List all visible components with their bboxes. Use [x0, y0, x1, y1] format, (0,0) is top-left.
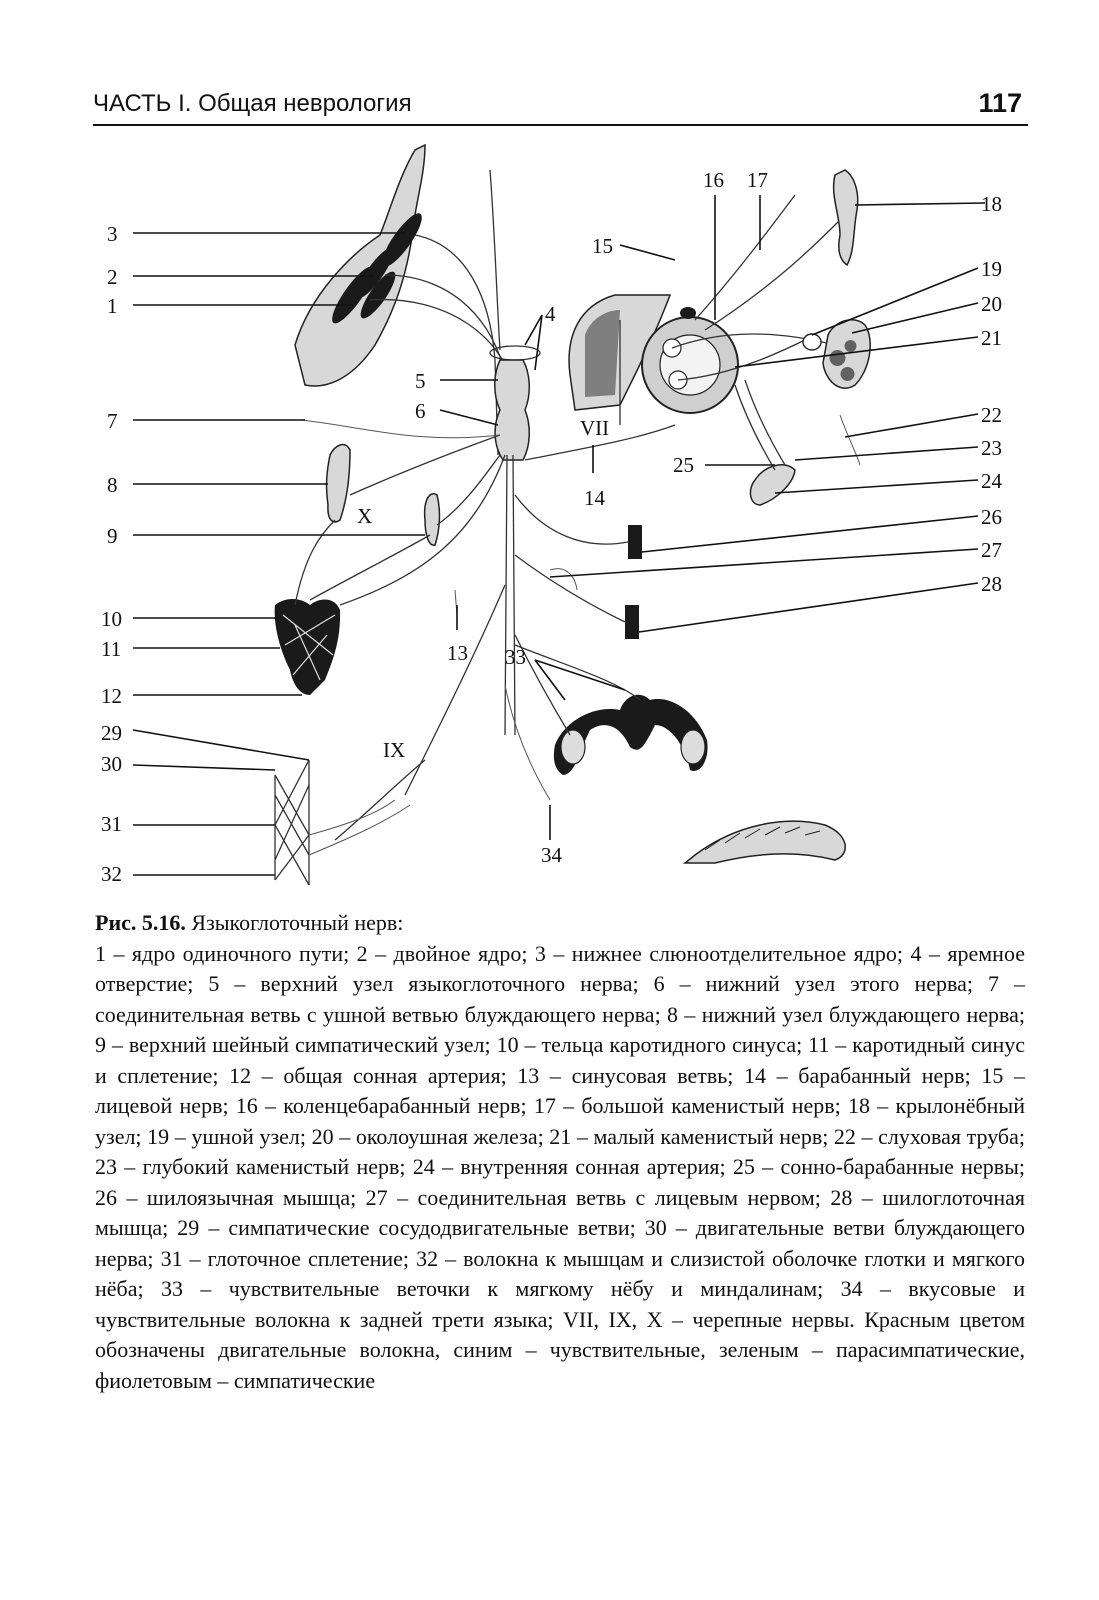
label-14: 14	[584, 486, 605, 510]
caption-title: Языкоглоточный нерв:	[185, 910, 404, 935]
label-20: 20	[981, 292, 1002, 316]
label-27: 27	[981, 538, 1002, 562]
label-6: 6	[415, 399, 426, 423]
label-31: 31	[101, 812, 122, 836]
label-ix: IX	[383, 738, 406, 762]
label-22: 22	[981, 403, 1002, 427]
figure-caption	[95, 908, 1025, 1396]
label-25: 25	[673, 453, 694, 477]
figure-glossopharyngeal-nerve	[95, 135, 1030, 905]
label-16: 16	[703, 168, 724, 192]
brainstem-drawing	[295, 145, 428, 386]
label-11: 11	[101, 637, 122, 661]
label-18: 18	[981, 192, 1002, 216]
label-24: 24	[981, 469, 1002, 493]
label-4: 4	[545, 302, 556, 326]
page-number: 117	[978, 88, 1022, 118]
label-28: 28	[981, 572, 1002, 596]
label-21: 21	[981, 326, 1002, 350]
label-12: 12	[101, 684, 122, 708]
leader-lines	[133, 195, 985, 875]
label-19: 19	[981, 257, 1002, 281]
caption-label: Рис. 5.16.	[95, 910, 186, 935]
label-15: 15	[592, 234, 613, 258]
label-8: 8	[107, 473, 118, 497]
label-33: 33	[505, 645, 526, 669]
label-26: 26	[981, 505, 1002, 529]
ganglia-drawing	[735, 170, 870, 505]
label-23: 23	[981, 436, 1002, 460]
label-2: 2	[107, 265, 118, 289]
label-10: 10	[101, 607, 122, 631]
running-title: ЧАСТЬ I. Общая неврология	[93, 90, 412, 117]
label-x: X	[357, 504, 373, 528]
middle-ear-drawing	[525, 195, 840, 460]
running-header	[93, 88, 1028, 126]
label-30: 30	[101, 752, 122, 776]
label-vii: VII	[580, 416, 610, 440]
caption-legend: 1 – ядро одиночного пути; 2 – двойное ядро; 3 – нижнее слюноотделительное ядро; 4 – яремное отверстие; 5 – верхний узел языкоглоточного нерва; 6 – нижний узел этого нерва; 7 – соединительная ветвь с ушной ветвью блуждающего нерва; 8 – нижний узел блуждающего нерва; 9 – верхний шейный симпатический узел; 10 – тельца каротидного синуса; 11 – каротидный синус и сплетение; 12 – общая сонная артерия; 13 – синусовая ветвь; 14 – барабанный нерв; 15 – лицевой нерв; 16 – коленцебарабанный нерв; 17 – большой каменистый нерв; 18 – крылонёбный узел; 19 – ушной узел; 20 – околоушная железа; 21 – малый каменистый нерв; 22 – слуховая труба; 23 – глубокий каменистый нерв; 24 – внутренняя сонная артерия; 25 – сонно-барабанные нервы; 26 – шилоязычная мышца; 27 – соединительная ветвь с лицевым нервом; 28 – шилоглоточная мышца; 29 – симпатические сосудодвигательные ветви; 30 – двигательные ветви блуждающего нерва; 31 – глоточное сплетение; 32 – волокна к мышцам и слизистой оболочке глотки и мягкого нёба; 33 – чувствительные веточки к мягкому нёбу и миндалинам; 34 – вкусовые и чувствительные волокна к задней трети языка; VII, IX, X – черепные нервы. Красным цветом обозначены двигательные волокна, синим – чувствительные, зеленым – парасимпатические, фиолетовым – симпатические	[95, 940, 1025, 1393]
muscles-drawing	[505, 495, 845, 863]
nerve-diagram	[95, 135, 1030, 905]
label-1: 1	[107, 294, 118, 318]
label-17: 17	[747, 168, 768, 192]
label-7: 7	[107, 409, 118, 433]
label-3: 3	[107, 222, 118, 246]
label-29: 29	[101, 721, 122, 745]
label-32: 32	[101, 862, 122, 886]
label-5: 5	[415, 369, 426, 393]
label-34: 34	[541, 843, 562, 867]
label-13: 13	[447, 641, 468, 665]
label-9: 9	[107, 524, 118, 548]
pharyngeal-plexus-drawing	[275, 760, 410, 885]
